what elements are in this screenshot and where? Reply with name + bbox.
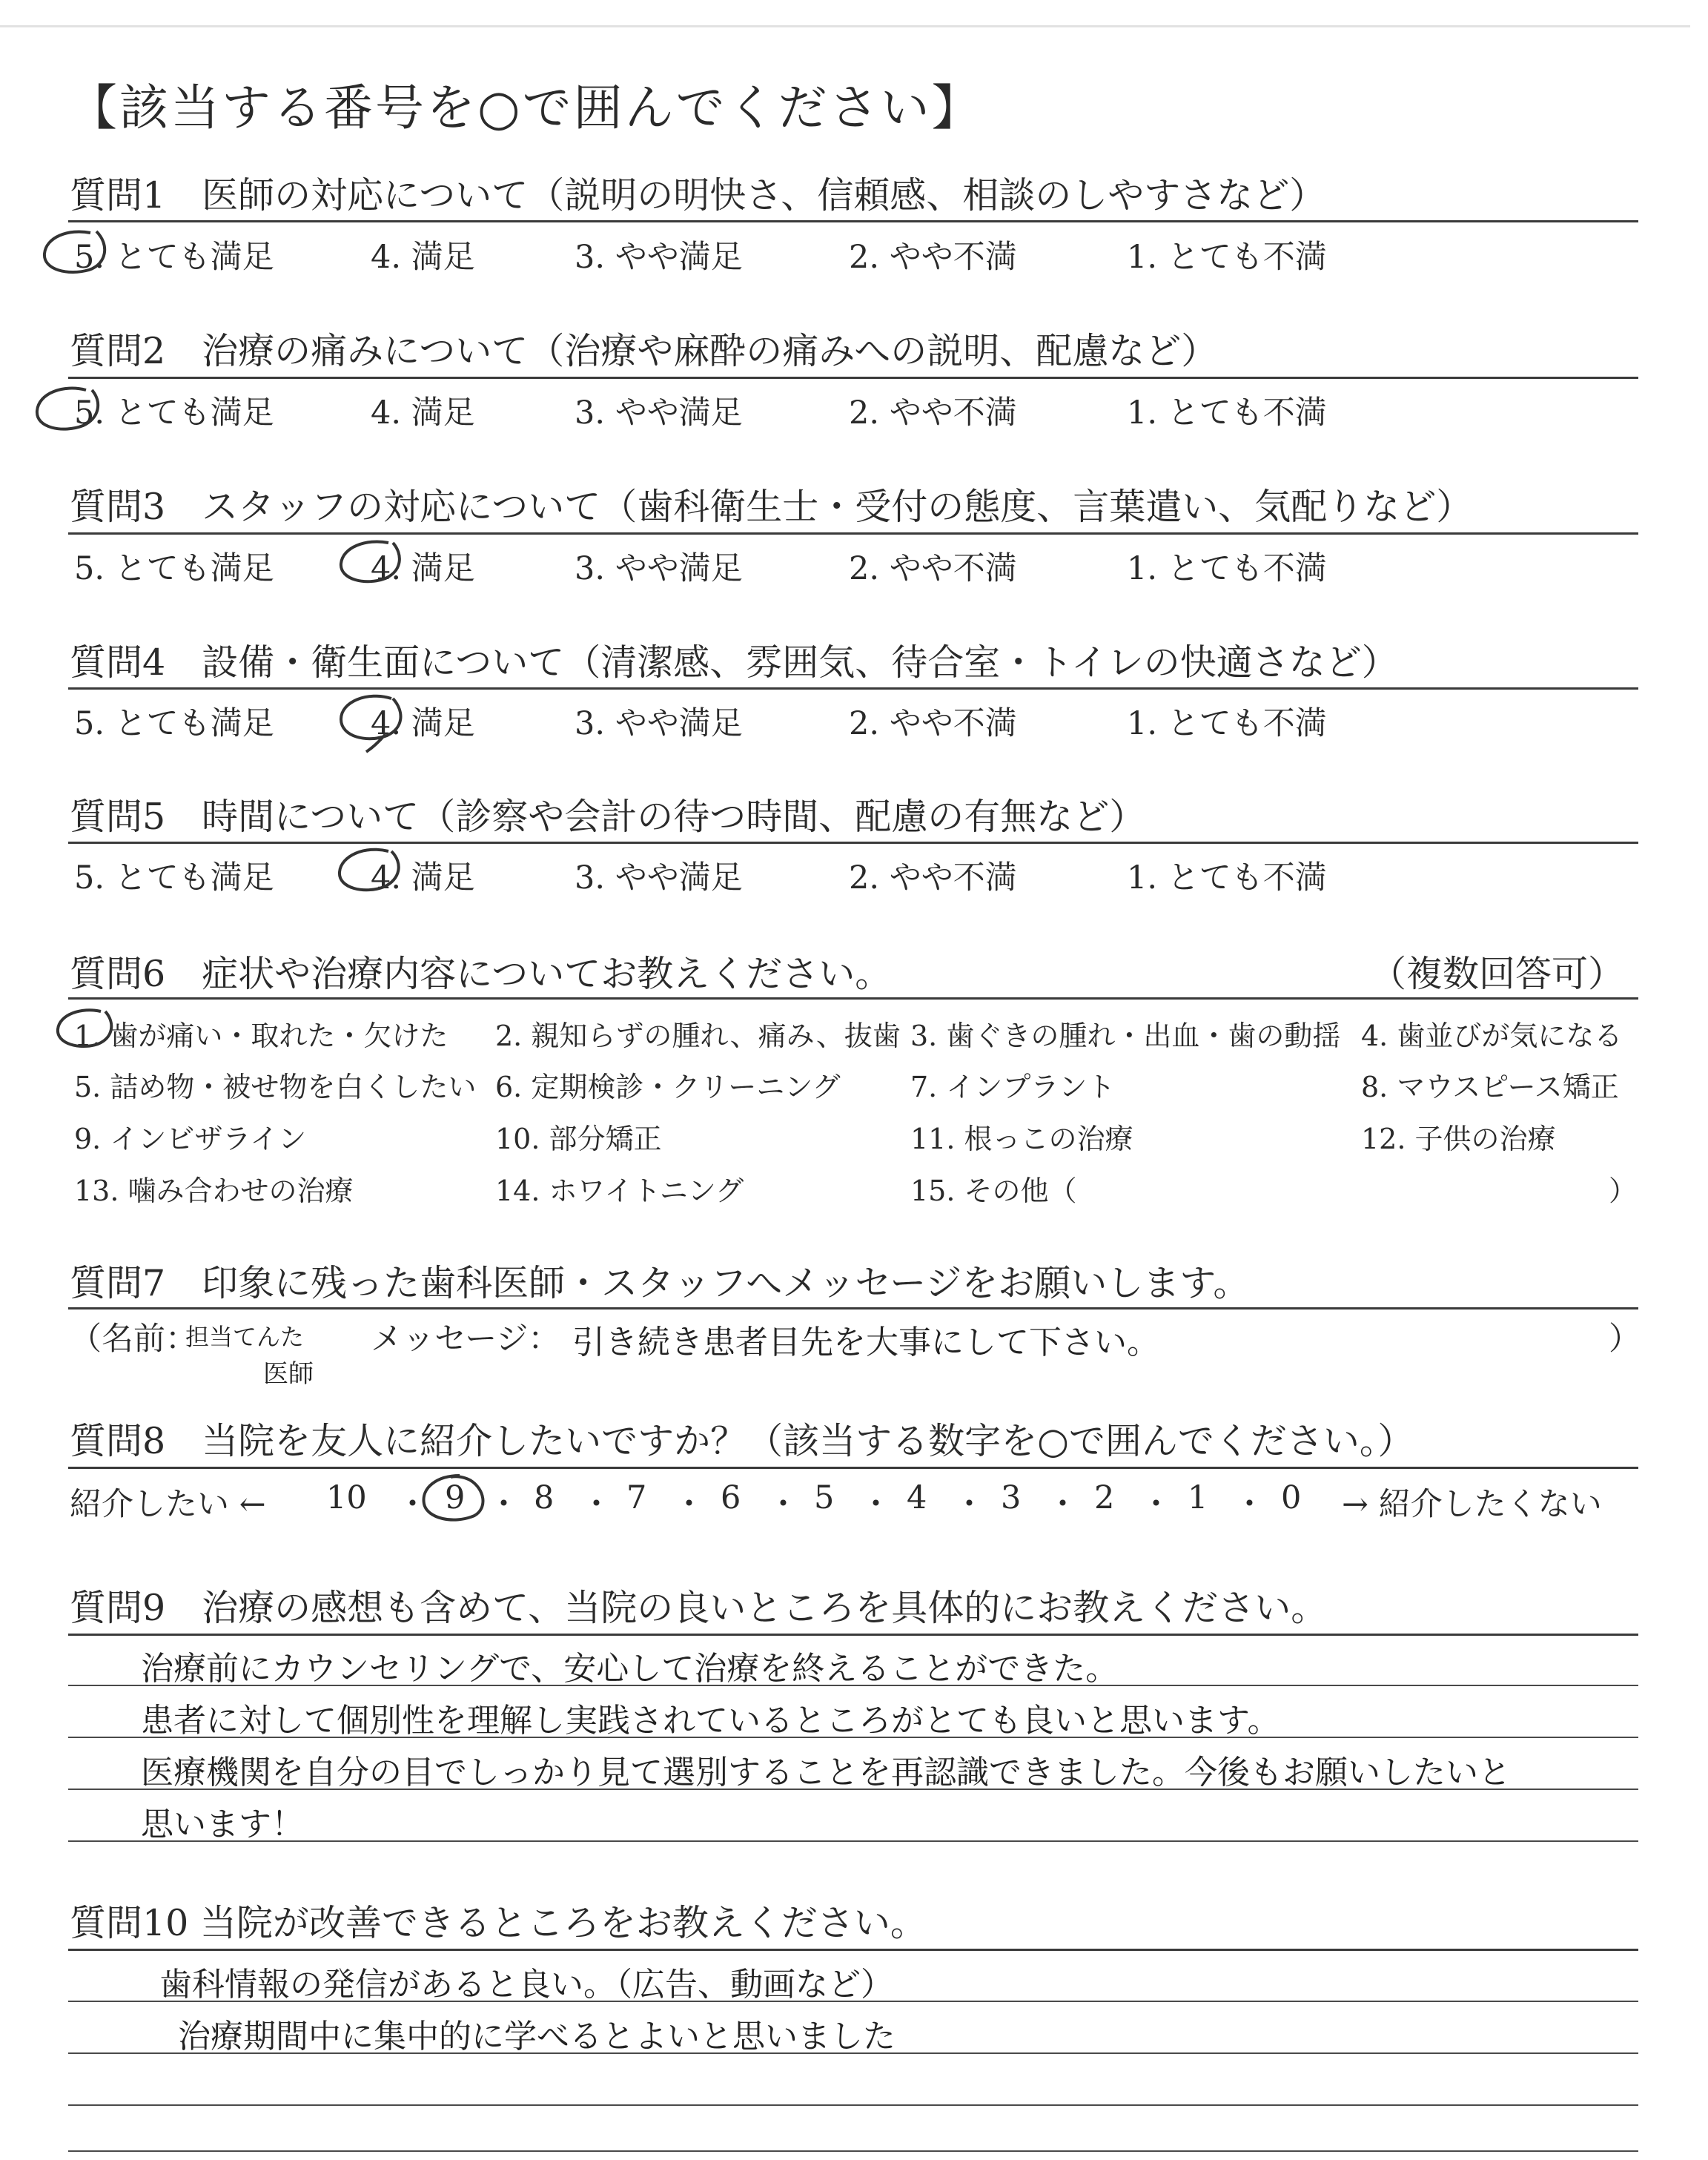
q1-option-5[interactable]: 5. とても満足 <box>74 239 274 276</box>
q6-note: （複数回答可） <box>1370 953 1625 995</box>
q9-rule <box>68 1634 1638 1636</box>
q6-option-1[interactable]: 1. 歯が痛い・取れた・欠けた <box>74 1020 448 1052</box>
q10-answer-line <box>68 2104 1638 2106</box>
q3-option-1[interactable]: 1. とても不満 <box>1127 550 1327 587</box>
q10-rule <box>68 1949 1638 1951</box>
q6-option-5[interactable]: 5. 詰め物・被せ物を白くしたい <box>74 1071 477 1103</box>
q9-title: 質問9 治療の感想も含めて、当院の良いところを具体的にお教えください。 <box>70 1587 1328 1629</box>
q6-option-12[interactable]: 12. 子供の治療 <box>1361 1123 1556 1155</box>
q8-scale-4[interactable]: 4 <box>907 1479 927 1516</box>
scan-top-edge <box>0 25 1690 27</box>
q5-option-3[interactable]: 3. やや満足 <box>575 859 743 896</box>
q1-option-3[interactable]: 3. やや満足 <box>575 239 743 276</box>
q8-scale-dot: ・ <box>953 1486 985 1523</box>
q6-option-3[interactable]: 3. 歯ぐきの腫れ・出血・歯の動揺 <box>910 1020 1341 1052</box>
q7-name-value-line1[interactable]: 担当てんた <box>185 1323 305 1351</box>
q7-name-label: （名前： <box>70 1321 197 1358</box>
q1-title: 質問1 医師の対応について（説明の明快さ、信頼感、相談のしやすさなど） <box>70 174 1326 217</box>
q10-answer-line-1[interactable]: 歯科情報の発信があると良い。（広告、動画など） <box>159 1966 893 2004</box>
q2-rule <box>68 377 1638 379</box>
form-title: 【該当する番号を○で囲んでください】 <box>68 79 983 136</box>
q7-name-value-line2[interactable]: 医師 <box>263 1359 314 1389</box>
q1-rule <box>68 220 1638 222</box>
q3-option-4[interactable]: 4. 満足 <box>371 550 475 587</box>
q2-option-4[interactable]: 4. 満足 <box>371 394 475 432</box>
q6-option-9[interactable]: 9. インビザライン <box>74 1123 307 1155</box>
q2-option-3[interactable]: 3. やや満足 <box>575 394 743 432</box>
q2-title: 質問2 治療の痛みについて（治療や麻酔の痛みへの説明、配慮など） <box>70 330 1218 372</box>
q8-scale-dot: ・ <box>488 1486 520 1523</box>
q4-option-3[interactable]: 3. やや満足 <box>575 705 743 742</box>
q8-scale-dot: ・ <box>1047 1486 1079 1523</box>
q10-answer-line <box>68 2150 1638 2152</box>
q8-scale-dot: ・ <box>397 1486 428 1523</box>
q5-option-4[interactable]: 4. 満足 <box>371 859 475 896</box>
q7-title: 質問7 印象に残った歯科医師・スタッフへメッセージをお願いします。 <box>70 1262 1250 1304</box>
q7-message-label: メッセージ： <box>371 1321 560 1358</box>
q8-scale-3[interactable]: 3 <box>1001 1479 1022 1516</box>
q6-option-7[interactable]: 7. インプラント <box>910 1071 1116 1103</box>
q3-title: 質問3 スタッフの対応について（歯科衛生士・受付の態度、言葉遣い、気配りなど） <box>70 486 1473 528</box>
q8-scale-6[interactable]: 6 <box>721 1479 741 1516</box>
q7-rule <box>68 1307 1638 1309</box>
q5-title: 質問5 時間について（診察や会計の待つ時間、配慮の有無など） <box>70 796 1146 838</box>
q6-other-close-paren: ） <box>1609 1175 1638 1207</box>
q3-rule <box>68 532 1638 535</box>
q8-rule <box>68 1467 1638 1469</box>
q3-option-3[interactable]: 3. やや満足 <box>575 550 743 587</box>
q8-scale-dot: ・ <box>580 1486 612 1523</box>
q10-title: 質問10 当院が改善できるところをお教えください。 <box>70 1902 927 1944</box>
q6-option-8[interactable]: 8. マウスピース矯正 <box>1361 1071 1619 1103</box>
q7-message-value[interactable]: 引き続き患者目先を大事にして下さい。 <box>572 1324 1159 1361</box>
q6-option-13[interactable]: 13. 噛み合わせの治療 <box>74 1175 354 1207</box>
q5-option-1[interactable]: 1. とても不満 <box>1127 859 1327 896</box>
q8-scale-dot: ・ <box>860 1486 892 1523</box>
q1-option-1[interactable]: 1. とても不満 <box>1127 239 1327 276</box>
q8-scale-0[interactable]: 0 <box>1281 1479 1302 1516</box>
q8-scale-2[interactable]: 2 <box>1094 1479 1115 1516</box>
q6-option-2[interactable]: 2. 親知らずの腫れ、痛み、抜歯 <box>495 1020 901 1052</box>
q6-rule <box>68 997 1638 1000</box>
q8-scale-10[interactable]: 10 <box>326 1479 367 1516</box>
q4-option-1[interactable]: 1. とても不満 <box>1127 705 1327 742</box>
q9-answer-line-3[interactable]: 医療機関を自分の目でしっかり見て選別することを再認識できました。今後もお願いしたいと <box>141 1754 1511 1791</box>
q5-option-2[interactable]: 2. やや不満 <box>849 859 1017 896</box>
q6-option-15[interactable]: 15. その他（ <box>910 1175 1077 1207</box>
q8-title: 質問8 当院を友人に紹介したいですか？（該当する数字を○で囲んでください。） <box>70 1420 1414 1462</box>
q8-scale-dot: ・ <box>673 1486 705 1523</box>
q5-rule <box>68 842 1638 844</box>
q1-option-2[interactable]: 2. やや不満 <box>849 239 1017 276</box>
q8-scale-5[interactable]: 5 <box>814 1479 835 1516</box>
q2-option-2[interactable]: 2. やや不満 <box>849 394 1017 432</box>
q8-scale-dot: ・ <box>1140 1486 1172 1523</box>
q9-answer-line-1[interactable]: 治療前にカウンセリングで、安心して治療を終えることができた。 <box>141 1650 1119 1688</box>
q4-rule <box>68 687 1638 690</box>
q3-option-2[interactable]: 2. やや不満 <box>849 550 1017 587</box>
q8-scale-9[interactable]: 9 <box>445 1479 466 1516</box>
q8-scale-1[interactable]: 1 <box>1188 1479 1208 1516</box>
q8-right-label: → 紹介したくない <box>1342 1486 1602 1523</box>
q9-answer-line-4[interactable]: 思います！ <box>141 1806 304 1843</box>
q6-option-10[interactable]: 10. 部分矯正 <box>495 1123 662 1155</box>
q8-scale-dot: ・ <box>767 1486 799 1523</box>
q8-scale-7[interactable]: 7 <box>626 1479 647 1516</box>
q2-option-1[interactable]: 1. とても不満 <box>1127 394 1327 432</box>
q4-option-2[interactable]: 2. やや不満 <box>849 705 1017 742</box>
q8-left-label: 紹介したい ← <box>70 1486 266 1523</box>
q8-scale-8[interactable]: 8 <box>534 1479 555 1516</box>
q8-scale-dot: ・ <box>1234 1486 1265 1523</box>
q6-option-14[interactable]: 14. ホワイトニング <box>495 1175 744 1207</box>
q1-option-4[interactable]: 4. 満足 <box>371 239 475 276</box>
q4-title: 質問4 設備・衛生面について（清潔感、雰囲気、待合室・トイレの快適さなど） <box>70 641 1398 684</box>
q6-option-6[interactable]: 6. 定期検診・クリーニング <box>495 1071 841 1103</box>
q5-option-5[interactable]: 5. とても満足 <box>74 859 274 896</box>
q2-option-5[interactable]: 5. とても満足 <box>74 394 274 432</box>
q4-option-4[interactable]: 4. 満足 <box>371 705 475 742</box>
q3-option-5[interactable]: 5. とても満足 <box>74 550 274 587</box>
q6-option-11[interactable]: 11. 根っこの治療 <box>910 1123 1133 1155</box>
q4-option-5[interactable]: 5. とても満足 <box>74 705 274 742</box>
q7-close-paren: ） <box>1609 1321 1641 1358</box>
q6-title: 質問6 症状や治療内容についてお教えください。 <box>70 953 892 995</box>
q9-answer-line-2[interactable]: 患者に対して個別性を理解し実践されているところがとても良いと思います。 <box>141 1702 1280 1740</box>
q6-option-4[interactable]: 4. 歯並びが気になる <box>1361 1020 1623 1052</box>
q10-answer-line-2[interactable]: 治療期間中に集中的に学べるとよいと思いました <box>178 2018 896 2055</box>
